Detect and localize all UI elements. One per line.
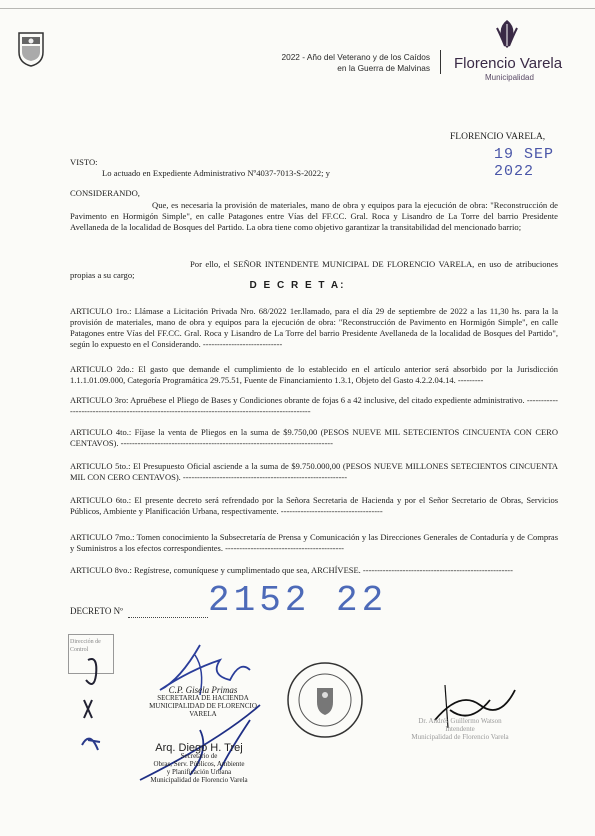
signer-title-trej-2: Obras, Serv. Públicos, Ambiente: [153, 760, 245, 768]
article-4: ARTICULO 4to.: Fíjase la venta de Pliegos en la suma de $9.750,00 (PESOS NUEVE MIL SETECIENTOS CINCUENTA CON CERO CENTAVOS). ---------------------------------------------------------------------------: [70, 427, 558, 448]
brand-subtitle: Municipalidad: [485, 73, 534, 82]
signer-title-trej: Secretario de: [180, 752, 218, 760]
decreto-label: DECRETO Nº: [70, 606, 123, 616]
florencio-varela-logo-icon: [493, 18, 521, 50]
signer-title-gisela: SECRETARIA DE HACIENDA: [157, 694, 249, 702]
motto-line-1: 2022 - Año del Veterano y de los Caídos: [281, 52, 430, 62]
signer-org-intendente: Municipalidad de Florencio Varela: [411, 733, 509, 741]
date-stamp: 19 SEP 2022: [494, 146, 555, 180]
place-line: FLORENCIO VARELA,: [450, 132, 546, 142]
signer-org-trej: Municipalidad de Florencio Varela: [150, 776, 248, 784]
article-3: ARTICULO 3ro: Apruébese el Pliego de Bases y Condiciones obrante de fojas 6 a 42 inclusive, del citado expediente administrativo. ------------------------------------------------------------------------------------------------: [70, 395, 558, 416]
municipal-crest-icon: [16, 30, 46, 68]
header-divider: [440, 50, 441, 74]
box-stamp-line-1: Dirección de: [70, 639, 101, 645]
municipal-round-seal-icon: [285, 660, 365, 740]
article-2: ARTICULO 2do.: El gasto que demande el cumplimiento de lo establecido en el artículo anterior será absorbido por la Jurisdicción 1.1.1.01.09.000, Categoría Programática 29.75.51, Fuente de Financiamiento 1.3.1, Objeto del Gasto 4.2.2.04.14. ---------: [70, 364, 558, 385]
signer-name-intendente: Dr. Andrés Guillermo Watson: [418, 717, 502, 725]
article-7: ARTICULO 7mo.: Tomen conocimiento la Subsecretaría de Prensa y Comunicación y las Direcciones Generales de Contaduría y de Compras y Suministros a los efectos correspondientes. ------------------------------------------: [70, 532, 558, 553]
considerando-label: CONSIDERANDO,: [70, 188, 140, 198]
signer-org-gisela: MUNICIPALIDAD DE FLORENCIO VARELA: [149, 702, 257, 718]
brand-name: Florencio Varela: [454, 55, 563, 72]
considerando-paragraph-2: Por ello, el SEÑOR INTENDENTE MUNICIPAL DE FLORENCIO VARELA, en uso de atribuciones propias a su cargo;: [70, 259, 558, 280]
signer-name-gisela: C.P. Gisela Primas: [168, 685, 238, 695]
decreto-number-stamp: 2152 22: [208, 580, 388, 621]
visto-label: VISTO:: [70, 157, 98, 167]
signer-name-trej: Arq. Diego H. Trej: [155, 742, 243, 754]
top-rule: [0, 8, 595, 9]
box-stamp-line-2: Control: [70, 647, 89, 653]
visto-text: Lo actuado en Expediente Administrativo Nº4037-7013-S-2022; y: [102, 168, 330, 178]
anniversary-motto: [281, 52, 430, 74]
signature-block-intendente: [400, 717, 520, 741]
considerando-paragraph-1: Que, es necesaria la provisión de materiales, mano de obra y equipos para la ejecución de obra: "Reconstrucción de Pavimento en Hormigón Simple", en calle Patagones entre Vías del FF.CC. Gral. Roca y Lisandro de La Torre del barrio Presidente Avellaneda de la localidad de Bosques del Partido. La obra tiene como objetivo garantizar la transitabilidad del mencionado barrio;: [70, 200, 558, 232]
article-1: ARTICULO 1ro.: Llámase a Licitación Privada Nro. 68/2022 1er.llamado, para el día 29 de septiembre de 2022 a las 11,30 hs. para la la provisión de materiales, mano de obra y equipos para la ejecución de obra: "Reconstrucción de Pavimento en Hormigón Simple", en calle Patagones entre Vías del FF.CC. Gral. Roca y Lisandro de La Torre del barrio Presidente Avellaneda de la localidad de Bosques del Partido", según lo expuesto en el Considerando. ----------------------------: [70, 306, 558, 349]
decreta-heading: D E C R E T A:: [249, 280, 346, 291]
signer-title-intendente: Intendente: [445, 725, 475, 733]
decreto-number-line: [128, 617, 208, 618]
article-8: ARTICULO 8vo.: Regístrese, comuníquese y cumplimentado que sea, ARCHÍVESE. -----------------------------------------------------: [70, 565, 513, 575]
signer-title-trej-3: y Planificación Urbana: [166, 768, 232, 776]
article-5: ARTICULO 5to.: El Presupuesto Oficial asciende a la suma de $9.750.000,00 (PESOS NUEVE MILLONES SETECIENTOS CINCUENTA MIL CON CERO CENTAVOS). ----------------------------------------------------------: [70, 461, 558, 482]
signature-block-obras: [130, 744, 268, 784]
article-6: ARTICULO 6to.: El presente decreto será refrendado por la Señora Secretaria de Hacienda y por el Señor Secretario de Obras, Servicios Públicos, Ambiente y Planificación Urbana, respectivamente. ------------------------------------: [70, 495, 558, 516]
motto-line-2: en la Guerra de Malvinas: [337, 63, 430, 73]
